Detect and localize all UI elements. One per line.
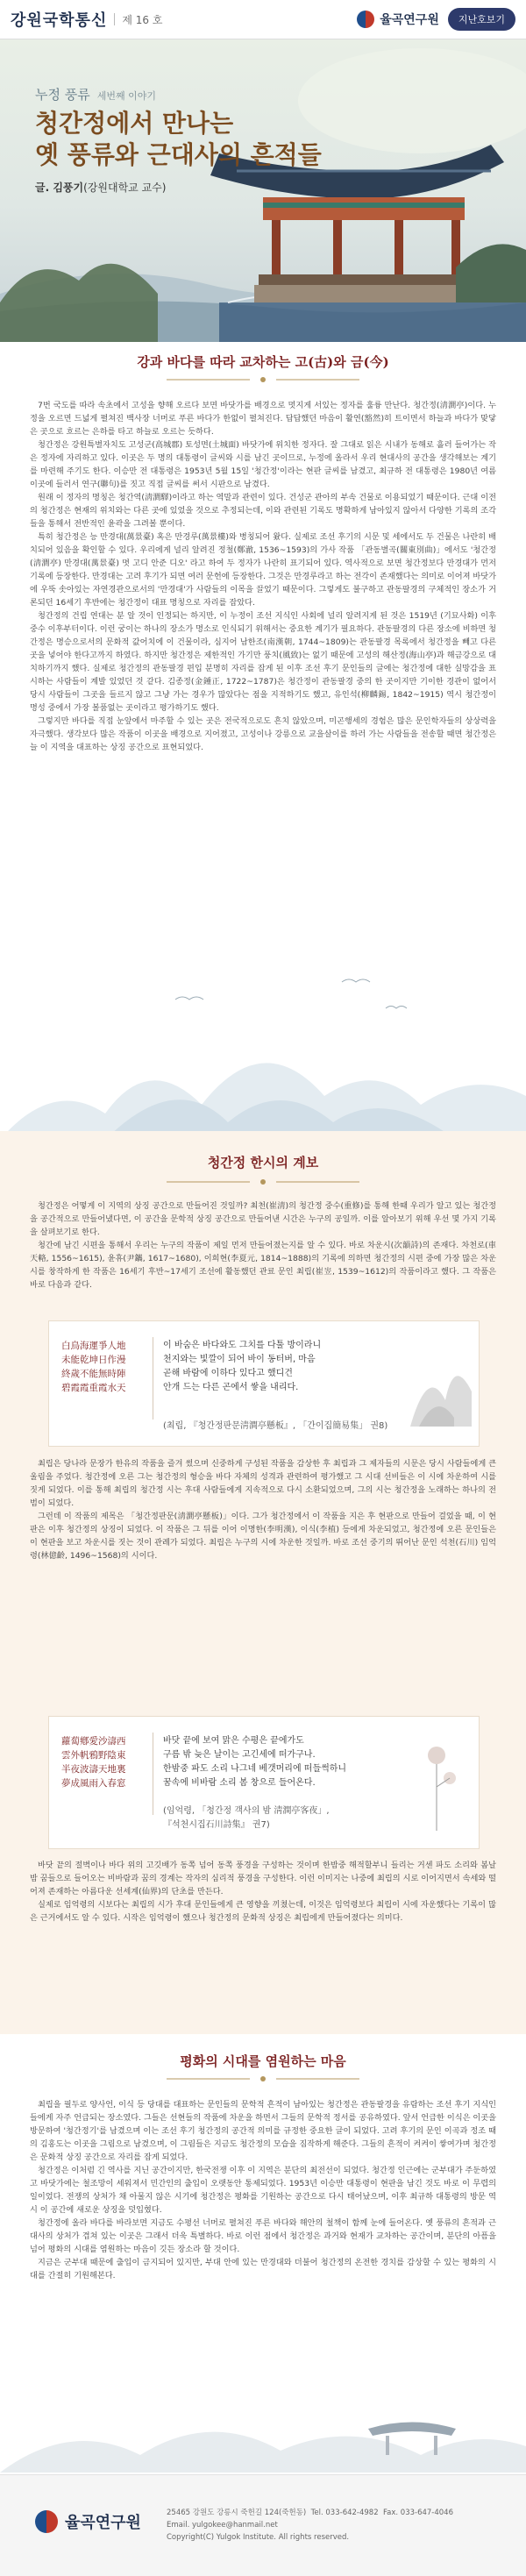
ornament-divider (167, 2075, 359, 2082)
issue-number: 제 16 호 (122, 13, 163, 26)
copyright: Copyright(C) Yulgok Institute. All rights reserved. (167, 2533, 350, 2542)
translation-line: 곧해 바람에 이하다 있다고 했디건 (163, 1369, 293, 1378)
title-line-1: 청간정에서 만나는 (35, 109, 234, 138)
footer-contact (167, 2507, 453, 2544)
section-3-title: 평화의 시대를 염원하는 마음 (180, 2053, 346, 2069)
hanja-line: 未能乾坤日作漫 (61, 1355, 126, 1365)
author-affiliation: (강원대학교 교수) (83, 181, 167, 194)
paragraph: 원래 이 정자의 명칭은 청간역(淸澗驛)이라고 하는 역말과 관련이 있다. 건성군 관아의 부속 건물로 이용되었기 때문이다. 근대 이전의 청간정은 현재의 위치와는 다른 곳에 있었을 것으로 추정되는데, 이와 관련된 기록도 명확하게 남아있지 않아서 다양한 기록의 조각들을 통해서 전반적인 윤곽을 그려볼 뿐이다. (30, 493, 496, 529)
ornament-divider (167, 1178, 359, 1185)
series-label (35, 85, 156, 103)
section-1-body (0, 399, 526, 754)
footer-org-name: 율곡연구원 (65, 2514, 141, 2532)
hanja-line: 雲外帆鴉野陰東 (61, 1750, 126, 1761)
translation-line: 구름 밖 늦은 날이는 고긴세에 떠가구나. (163, 1750, 316, 1760)
section-2-body-a (30, 1199, 496, 1292)
hanja-line: 碧霞霞重霞水天 (61, 1383, 126, 1393)
ornament-divider (167, 376, 359, 383)
section-3 (0, 2052, 526, 2282)
footer-logo[interactable] (35, 2510, 141, 2533)
paragraph: 청간정은 어떻게 이 지역의 상징 공간으로 만들어진 것일까? 최천(崔淸)의 청간정 중수(重修)를 통해 한때 우리가 알고 있는 청간정을 공간적으로 만들어냈다면, 이 공간을 문학적 상징 공간으로 만들어낸 시간은 누구의 공일까. 이를 알아보기 위해 우선 몇 가지 기록을 살펴보기로 한다. (30, 1201, 496, 1237)
taegeuk-icon (357, 11, 374, 28)
author-name: 글. 김풍기 (35, 181, 84, 194)
hanja-line: 白鳥海運爭人地 (61, 1341, 126, 1351)
paragraph: 최립을 필두로 양사언, 이식 등 당대를 대표하는 문인들의 문학적 흔적이 남아있는 청간정은 관동팔경을 유람하는 조선 후기 지식인들에게 자주 언급되는 장소였다. 그들은 선현들의 작품에 차운을 하면서 그들의 문학적 정서를 공유하였다. 앞서 언급한 이식은 이곳을 방문하여 '청간정기'를 남겼으며 이는 조선 후기 청간정의 공간적 의미를 규정한 중요한 글이 되었다. 고려 후기의 문인 이곡과 정조 때의 김홍도는 이곳을 그림으로 남겼으며, 이 그림들은 지금도 청간정의 모습을 짐작하게 해준다. 그들의 흔적이 켜켜이 쌓여가며 청간정은 문화적 상징 공간으로 자리를 잡게 되었다. (30, 2100, 496, 2162)
address: 25465 강원도 강릉시 죽헌길 124(죽헌동) (167, 2508, 307, 2517)
poem-citation (163, 1804, 330, 1832)
section-2-body-c (30, 1859, 496, 1925)
ink-flower-icon (402, 1726, 472, 1831)
poem-citation: (최립, 『청간정판문淸澗亭懸板』, 「간이집簡易集」 권8) (163, 1421, 388, 1431)
citation-line: 『석천시집石川詩集』 권7) (163, 1820, 270, 1830)
footer (0, 2474, 526, 2576)
paragraph: 실제로 임억령의 시보다는 최립의 시가 후대 문인들에게 큰 영향을 끼쳤는데, 이것은 임억령보다 최립이 시에 자운했다는 기록이 많은 근거에서도 알 수 있다. 시작은 임억령이 했으나 청간정의 문화적 상징은 최립에게 만들어졌다는 의미다. (30, 1900, 496, 1923)
title-line-2: 옛 풍류와 근대사의 흔적들 (35, 140, 322, 169)
korean-translation (163, 1734, 346, 1790)
org-logo[interactable] (357, 11, 439, 28)
divider (114, 13, 115, 25)
hanja-line: 半夜波濤天地裏 (61, 1764, 126, 1775)
translation-line: 천지와는 빛깔이 되어 바이 동터버, 마음 (163, 1355, 316, 1364)
hanja-poem (61, 1339, 126, 1395)
org-name: 율곡연구원 (380, 13, 439, 27)
section-1 (0, 342, 526, 754)
author-line (35, 180, 166, 195)
mountain-illustration (0, 947, 526, 1140)
pavilion-footer-illustration (0, 2367, 526, 2473)
previous-issues-button[interactable]: 지난호보기 (448, 8, 515, 31)
korean-translation (163, 1339, 321, 1395)
translation-line: 바닷 끝에 보여 맑은 수평은 끝에가도 (163, 1736, 304, 1746)
top-bar (0, 0, 526, 39)
paragraph: 청간정에 올라 바다를 바라보면 지금도 수평선 너머로 펼쳐진 푸른 바다와 해안의 철책이 함께 눈에 들어온다. 옛 풍류의 흔적과 근대사의 상처가 겹쳐 있는 이곳은 그래서 더욱 특별하다. 바로 이런 점에서 청간정은 과거와 현재가 교차하는 공간이며, 분단의 아픔을 넘어 평화의 시대를 염원하는 마음이 깃든 장소라 할 것이다. (30, 2218, 496, 2254)
paragraph: 지금은 군부대 때문에 출입이 금지되어 있지만, 부대 안에 있는 만경대와 더불어 청간정의 온전한 경치를 감상할 수 있는 평화의 시대를 간절히 기원해본다. (30, 2258, 496, 2281)
hanja-line: 蘿蔔鄕愛沙濤西 (61, 1736, 126, 1747)
paragraph: 7번 국도를 따라 속초에서 고성을 향해 오르다 보면 바닷가를 배경으로 멋지게 서있는 정자를 훌륭 만난다. 청간정(淸澗亭)이다. 누정을 오르면 드넓게 펼쳐진 백사장 너머로 푸른 바다가 한없이 펼쳐진다. 답답했던 마음이 활연(豁然)히 트이면서 하늘과 바다가 맞닿은 곳으로 흐르는 은하를 타고 하늘로 오르는 듯하다. (30, 401, 496, 437)
hero-banner (0, 39, 526, 342)
taegeuk-icon (35, 2510, 58, 2533)
translation-line: 이 바숨은 바다와도 그치를 다툴 방이라니 (163, 1341, 322, 1350)
section-1-title: 강과 바다를 따라 교차하는 고(古)와 금(今) (137, 354, 389, 370)
email[interactable]: Email. yulgokee@hanmail.net (167, 2521, 278, 2530)
paragraph: 그렇지만 바다를 직접 눈앞에서 마주할 수 있는 곳은 전국적으로도 흔치 않았으며, 미곤행세의 경험은 많은 문인학자들의 상상력을 자극했다. 생각보다 많은 작품이 이곳을 배경으로 지어졌고, 고성이나 강릉으로 교을살이를 하러 가는 사람들을 전송할 때면 청간정은 늘 이 지역을 대표하는 상징 공간으로 표현되었다. (30, 716, 496, 752)
section-2 (0, 1131, 526, 2034)
article-title (35, 108, 322, 171)
hanja-poem (61, 1734, 126, 1790)
section-2-title: 청간정 한시의 계보 (207, 1155, 319, 1171)
hanja-line: 夢成風雨入春窓 (61, 1778, 126, 1789)
poem-quote-1 (48, 1320, 480, 1447)
paragraph: 청간정의 건립 연대는 분 알 것이 인정되는 하지만, 이 누정이 조선 지식인 사회에 널리 알려지게 된 것은 1519년 (기묘사화) 이후 중수 이후부터이다. 이런 궁이는 하나의 장소가 명소로 인식되기 위해서는 중요한 계기가 필요하다. 관동팔경의 다른 장소에 비하면 청간정은 명승으로서의 문화적 값어치에 이 건물이라, 심지어 남한조(南漢朝, 1744~1809)는 관동팔경 목록에서 청간정을 빼고 다른 곳을 넣어야 한다고까지 하였다. 하지만 청간정은 제한적인 가기만 풍치(風致)는 없기 때문에 고성의 해산정(海山亭)과 해금강으로 대치하기까지 했다. 실제로 청간정의 관동팔경 편입 분명히 자리를 잡게 된 이후 조선 후기 문인들의 글에는 청간정에 대한 실망감을 표시하는 사람들이 계발 있었던 것 같다. 김종정(金鍾正, 1722~1787)은 청간정이 관동팔경 중의 한 곳이지만 기이한 경관이 없어서 당시 사람들이 그곳을 들르지 않고 그냥 가는 경우가 많았다는 점을 지적하기도 했고, 유인석(柳麟錫, 1842~1915) 역시 청간정이 명성 중에서 가장 볼품없는 곳이라고 평가하기도 했다. (30, 611, 496, 713)
ink-landscape-icon (402, 1330, 472, 1427)
translation-line: 안개 드는 다른 곤에서 쌓을 내리다. (163, 1383, 299, 1392)
fax: Fax. 033-647-4046 (383, 2508, 453, 2517)
paragraph: 청간에 남긴 시편을 통해서 우리는 누구의 작품이 제일 먼저 만들어졌는지를 알 수 있다. 바로 차운시(次韻詩)의 존재다. 차천로(車天輅, 1556~1615), 윤휴(尹鑴, 1617~1680), 이희현(李夏元, 1814~1888)의 기록에 의하면 청간정의 시편 중에 가장 많은 차운시를 창작하게 한 작품은 16세기 후반~17세기 조선에 활동했던 관료 문인 최립(崔岦, 1539~1612)의 작품이라고 했다. 그 작품은 바로 다음과 같다. (30, 1241, 496, 1290)
publication-title: 강원국학통신 (11, 11, 108, 30)
paragraph: 바닷 끝의 절벽이나 바다 위의 고깃배가 동쪽 넘어 동쪽 풍경을 구성하는 것이며 한밤중 해적할부니 들리는 거센 파도 소리와 봄날 밤 꿈들으로 들어오는 비바람과 꿈의 경계는 작자의 심리적 풍경을 구성한다. 이런 이미지는 나중에 최립의 시로 이어지면서 속세와 떨어져 존재하는 아름다운 선세계(仙界)의 단초를 만든다. (30, 1861, 496, 1896)
section-2-body-b (30, 1457, 496, 1562)
phone: Tel. 033-642-4982 (310, 2508, 379, 2517)
section-3-body (0, 2098, 526, 2282)
citation-line: (임억령, 「청간정 객사의 밤 淸澗亭客夜」, (163, 1806, 330, 1816)
translation-line: 한밤중 파도 소리 나그네 베갯머리에 떠들썩하니 (163, 1764, 347, 1774)
paragraph: 그런데 이 작품의 제목은 「청간정판문(淸澗亭懸板)」이다. 그가 청간정에서 이 작품을 지은 후 현판으로 만들어 걸었을 때, 이 현판은 이후 청간정의 상징이 되었다. 이 작품은 그 뒤를 이어 이명한(李明漢), 이식(李植) 등에게 차운되었고, 청간정에 오른 문인들은 이 현판을 보고 차운시를 짓는 것이 관례가 되었다. 최립은 누구의 시에 차운한 것일까. 바로 조선 중기의 뛰어난 문인 석천(石川) 임억령(林億齡, 1496~1568)의 시이다. (30, 1512, 496, 1561)
paragraph: 청간정은 강원특별자치도 고성군(高城郡) 토성면(土城面) 바닷가에 위치한 정자다. 잘 그대로 읽은 시내가 동해로 흘러 들어가는 작은 정자에 자리하고 있다. 이곳은 두 명의 대통령이 글씨와 시를 남긴 곳이므로, 누정에 올라서 우리 현대사의 공간을 생각해보는 계기를 마련해 주기도 한다. 이승만 전 대통령은 1953년 5월 15일 '청간정'이라는 현판 글씨를 남겼고, 최규하 전 대통령은 1980년 여름 이곳에 들러서 연구(聯句)를 짓고 직접 글씨를 써서 시판으로 남겼다. (30, 440, 496, 489)
category: 누정 풍류 (35, 87, 90, 103)
translation-line: 꿈속에 비바람 소리 봄 창으로 들어온다. (163, 1778, 316, 1788)
paragraph: 청간정은 이처럼 긴 역사를 지닌 공간이지만, 한국전쟁 이후 이 지역은 분단의 최전선이 되었다. 청간정 인근에는 군부대가 주둔하였고 바닷가에는 철조망이 세워져서 민간인의 출입이 오랫동안 통제되었다. 1953년 이승만 대통령이 현판을 남긴 것도 바로 이 무렵의 일이었다. 전쟁의 상처가 채 아물지 않은 시기에 청간정은 평화를 기원하는 공간으로 다시 태어났으며, 이후 최규하 대통령의 방문 역시 이 공간에 새로운 상징을 덧입혔다. (30, 2166, 496, 2215)
category-sub: 세번째 이야기 (96, 90, 156, 102)
paragraph: 최립은 당나라 문장가 한유의 작품을 즐겨 썼으며 신중하게 구성된 작품을 감상한 후 최립과 그 제자들의 시문은 당시 사람들에게 큰 울림을 주었다. 청간정에 오른 그는 청간정의 형승을 바다 자체의 성격과 관련하여 평가했고 그 시대 선비들은 이 시에 차운하여 시를 짓게 되었다. 이를 통해 최립의 청간정 시는 후대 사람들에게 지속적으로 다시 소환되었으며, 그의 시는 청간정을 노래하는 하나의 전범이 되었다. (30, 1459, 496, 1508)
hanja-line: 終歲不能無時陣 (61, 1369, 126, 1379)
paragraph: 특히 청간정은 능 만경대(萬景臺) 혹은 만경루(萬景樓)와 병칭되어 왔다. 실제로 조선 후기의 시문 및 세에서도 두 건물은 나란히 배치되어 있음을 확인할 수 있다. 우리에게 널리 알려진 정철(鄭澈, 1536~1593)의 가사 작품 「관동별곡(關東別曲)」에서도 '청간정(淸澗亭) 만경대(萬景臺) 몃 고디 안준 디오' 라고 하여 두 정자가 나란히 표기되어 있다. 역사적으로 보면 청간정보다 만경대가 먼저 기록에 등장한다. 만경대는 고려 후기가 되면 여러 문헌에 등장한다. 그것은 만경루라고 하는 전각이 존재했다는 의미로 이어져 바닷가에 우뚝 솟아있는 자연경관으로서의 '만경대'가 사람들의 이목을 끌었기 때문이다. 그렇게도 불구하고 관동팔경의 구체적인 장소가 거론되던 16세기 후반에는 청간정이 대표 명칭으로 자리를 잡았다. (30, 532, 496, 608)
poem-quote-2 (48, 1716, 480, 1849)
